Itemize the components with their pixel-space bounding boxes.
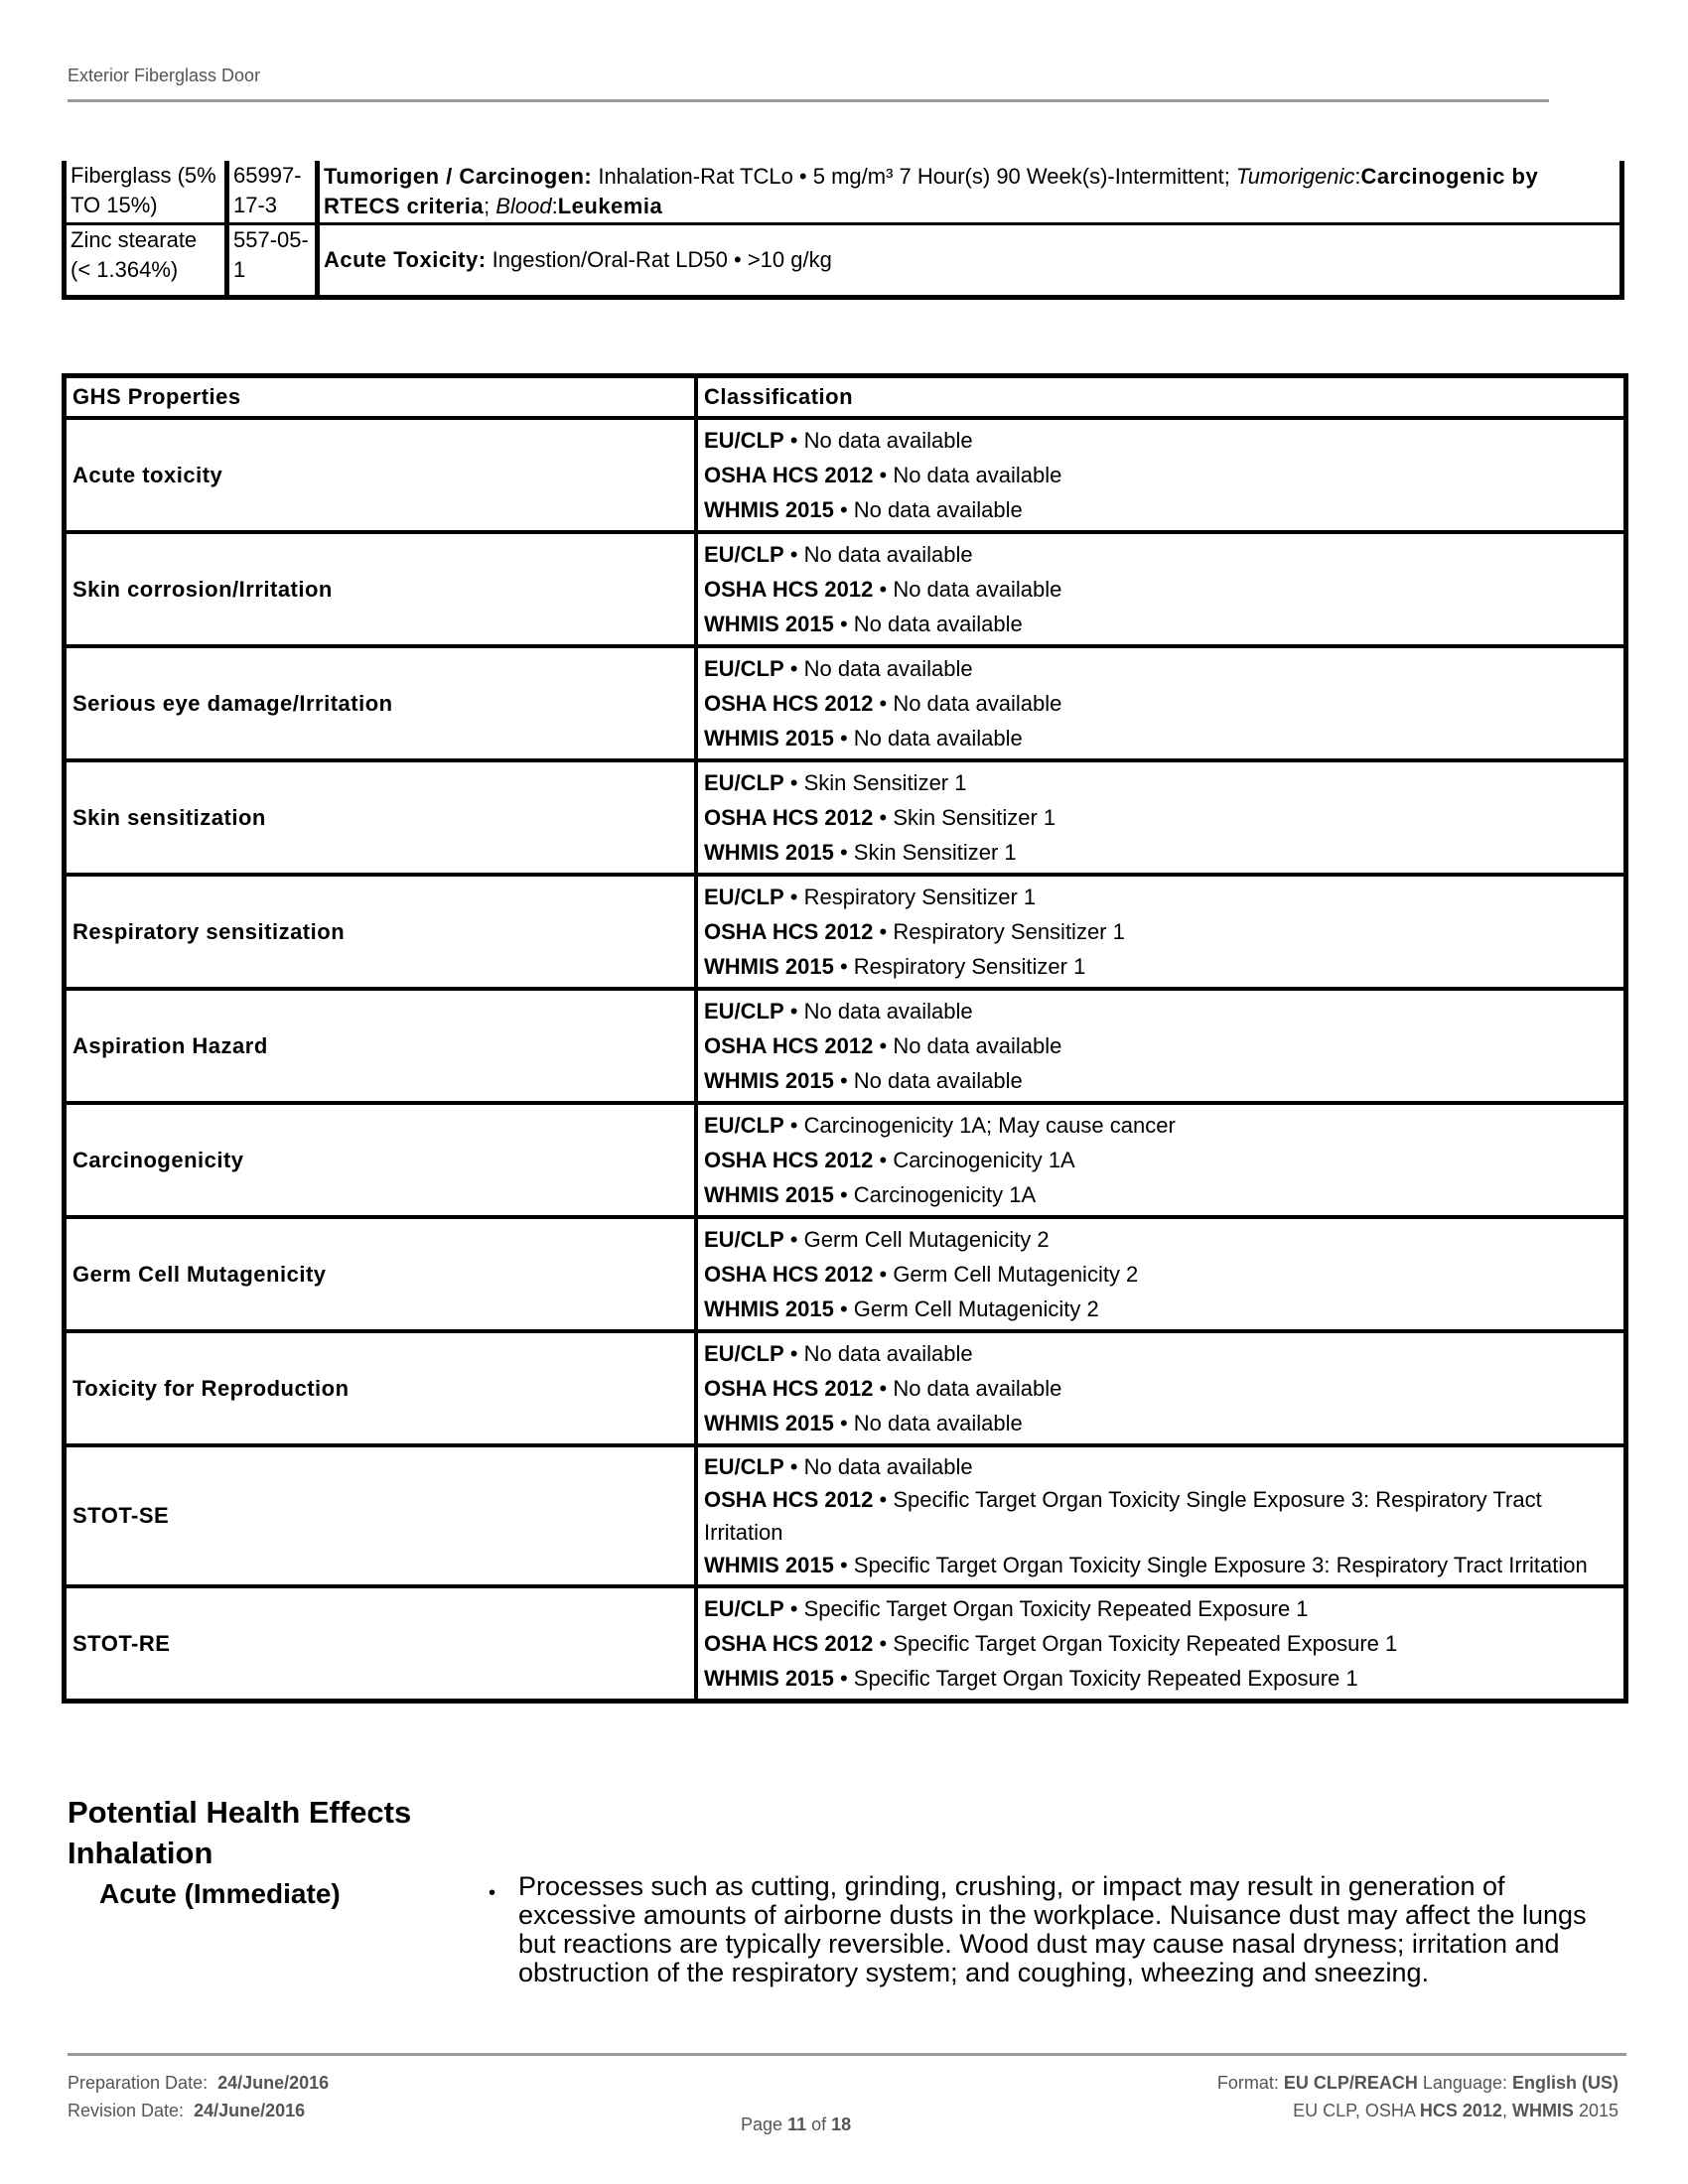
bullet-separator-icon: • bbox=[783, 885, 804, 909]
classification-value: No data available bbox=[803, 1341, 973, 1366]
ghs-classification bbox=[696, 760, 1626, 875]
regs-part: 2015 bbox=[1573, 2101, 1618, 2120]
classification-line bbox=[704, 1591, 1619, 1626]
preparation-date bbox=[68, 2073, 329, 2094]
classification-line bbox=[704, 994, 1619, 1028]
ghs-property: STOT-RE bbox=[65, 1586, 697, 1702]
ghs-property: Skin sensitization bbox=[65, 760, 697, 875]
classification-value: No data available bbox=[853, 497, 1023, 522]
section-subheading: Inhalation bbox=[68, 1836, 213, 1870]
footer-rule bbox=[68, 2053, 1626, 2056]
regulation-name: OSHA HCS 2012 bbox=[704, 577, 874, 602]
regulation-name: OSHA HCS 2012 bbox=[704, 1148, 874, 1172]
toxicity-data: Tumorigen / Carcinogen: Inhalation-Rat TCLo • 5 mg/m³ 7 Hour(s) 90 Week(s)-Intermittent; Tumorigenic:Carcinogenic by RTECS criteria; Blood:Leukemia bbox=[318, 161, 1622, 224]
bullet-separator-icon: • bbox=[833, 840, 854, 865]
bullet-separator-icon: • bbox=[783, 1341, 804, 1366]
bullet-separator-icon: • bbox=[873, 691, 894, 716]
regulation-name: WHMIS 2015 bbox=[704, 1297, 834, 1321]
revision-date-label: Revision Date: bbox=[68, 2101, 185, 2120]
classification-value: No data available bbox=[893, 691, 1062, 716]
regulation-name: EU/CLP bbox=[704, 885, 784, 909]
ghs-classification bbox=[696, 1586, 1626, 1702]
regulations-list bbox=[1293, 2101, 1618, 2121]
regulation-name: OSHA HCS 2012 bbox=[704, 919, 874, 944]
ghs-classification bbox=[696, 646, 1626, 760]
regulation-name: EU/CLP bbox=[704, 542, 784, 567]
regulation-name: EU/CLP bbox=[704, 428, 784, 453]
classification-value: Specific Target Organ Toxicity Single Exposure 3: Respiratory Tract Irritation bbox=[853, 1553, 1588, 1577]
ghs-property: Respiratory sensitization bbox=[65, 875, 697, 989]
toxicity-label: Tumorigen / Carcinogen: bbox=[324, 164, 593, 189]
ghs-property: Aspiration Hazard bbox=[65, 989, 697, 1103]
classification-line bbox=[704, 423, 1619, 458]
regulation-name: WHMIS 2015 bbox=[704, 1068, 834, 1093]
classification-line bbox=[704, 1336, 1619, 1371]
ghs-property: Acute toxicity bbox=[65, 418, 697, 532]
ingredient-name: Zinc stearate (< 1.364%) bbox=[65, 224, 227, 298]
classification-line bbox=[704, 1257, 1619, 1292]
ghs-row bbox=[65, 1331, 1626, 1445]
revision-date-value: 24/June/2016 bbox=[194, 2101, 306, 2120]
classification-value: No data available bbox=[893, 463, 1062, 487]
classification-line bbox=[704, 1549, 1619, 1581]
classification-line bbox=[704, 800, 1619, 835]
bullet-separator-icon: • bbox=[873, 1148, 894, 1172]
classification-value: Germ Cell Mutagenicity 2 bbox=[893, 1262, 1139, 1287]
ghs-classification bbox=[696, 875, 1626, 989]
classification-value: Skin Sensitizer 1 bbox=[803, 770, 967, 795]
ghs-property: Germ Cell Mutagenicity bbox=[65, 1217, 697, 1331]
composition-row bbox=[65, 161, 1622, 224]
classification-value: No data available bbox=[803, 542, 973, 567]
ghs-property: Serious eye damage/Irritation bbox=[65, 646, 697, 760]
regulation-name: WHMIS 2015 bbox=[704, 840, 834, 865]
composition-row bbox=[65, 224, 1622, 298]
toxicity-category: Tumorigenic bbox=[1236, 164, 1355, 189]
regulation-name: EU/CLP bbox=[704, 1113, 784, 1138]
ghs-row bbox=[65, 1217, 1626, 1331]
ghs-row bbox=[65, 1445, 1626, 1586]
toxicity-text: Ingestion/Oral-Rat LD50 • >10 g/kg bbox=[486, 247, 832, 272]
regulation-name: EU/CLP bbox=[704, 770, 784, 795]
bullet-separator-icon: • bbox=[833, 954, 854, 979]
regulation-name: EU/CLP bbox=[704, 1227, 784, 1252]
classification-value: Carcinogenicity 1A bbox=[893, 1148, 1075, 1172]
page-total: 18 bbox=[831, 2115, 852, 2134]
classification-value: Carcinogenicity 1A; May cause cancer bbox=[803, 1113, 1176, 1138]
regulation-name: EU/CLP bbox=[704, 1341, 784, 1366]
classification-value: Specific Target Organ Toxicity Repeated Exposure 1 bbox=[893, 1631, 1398, 1656]
ghs-classification bbox=[696, 1217, 1626, 1331]
classification-value: No data available bbox=[853, 1411, 1023, 1435]
classification-value: Specific Target Organ Toxicity Repeated Exposure 1 bbox=[853, 1666, 1358, 1691]
classification-value: No data available bbox=[893, 577, 1062, 602]
regulation-name: OSHA HCS 2012 bbox=[704, 1631, 874, 1656]
bullet-separator-icon: • bbox=[783, 770, 804, 795]
cas-number: 65997-17-3 bbox=[227, 161, 318, 224]
composition-table bbox=[62, 161, 1624, 300]
ghs-row bbox=[65, 989, 1626, 1103]
classification-value: Specific Target Organ Toxicity Single Exposure 3: Respiratory Tract Irritation bbox=[704, 1487, 1542, 1545]
language-value: English (US) bbox=[1512, 2073, 1618, 2093]
ghs-row bbox=[65, 760, 1626, 875]
classification-line bbox=[704, 914, 1619, 949]
classification-line bbox=[704, 765, 1619, 800]
classification-value: No data available bbox=[853, 726, 1023, 751]
bullet-separator-icon: • bbox=[783, 656, 804, 681]
classification-line bbox=[704, 1222, 1619, 1257]
format-value: EU CLP/REACH bbox=[1283, 2073, 1418, 2093]
classification-line bbox=[704, 721, 1619, 755]
page-number bbox=[741, 2115, 851, 2135]
ghs-row bbox=[65, 875, 1626, 989]
classification-line bbox=[704, 1661, 1619, 1696]
regulation-name: WHMIS 2015 bbox=[704, 954, 834, 979]
classification-value: No data available bbox=[853, 612, 1023, 636]
ghs-row bbox=[65, 532, 1626, 646]
language-label: Language: bbox=[1422, 2073, 1507, 2093]
page-label: Page bbox=[741, 2115, 783, 2134]
classification-header: Classification bbox=[696, 376, 1626, 419]
bullet-separator-icon: • bbox=[873, 919, 894, 944]
classification-line bbox=[704, 880, 1619, 914]
preparation-date-label: Preparation Date: bbox=[68, 2073, 209, 2093]
bullet-separator-icon: • bbox=[833, 612, 854, 636]
regulation-name: EU/CLP bbox=[704, 999, 784, 1024]
classification-line bbox=[704, 1450, 1619, 1483]
bullet-separator-icon: • bbox=[873, 463, 894, 487]
classification-line bbox=[704, 1143, 1619, 1177]
document-header-title: Exterior Fiberglass Door bbox=[68, 66, 261, 85]
effect-label: Acute (Immediate) bbox=[99, 1878, 341, 1909]
toxicity-result: Carcinogenic by RTECS criteria bbox=[324, 164, 1539, 218]
bullet-separator-icon: • bbox=[873, 1376, 894, 1401]
regulation-name: OSHA HCS 2012 bbox=[704, 691, 874, 716]
classification-value: Skin Sensitizer 1 bbox=[893, 805, 1056, 830]
regulation-name: WHMIS 2015 bbox=[704, 1666, 834, 1691]
bullet-separator-icon: • bbox=[873, 1033, 894, 1058]
toxicity-text: Inhalation-Rat TCLo • 5 mg/m³ 7 Hour(s) 90 Week(s)-Intermittent; bbox=[592, 164, 1236, 189]
bullet-separator-icon: • bbox=[833, 1553, 854, 1577]
regs-part: WHMIS bbox=[1511, 2101, 1574, 2120]
page-current: 11 bbox=[787, 2115, 807, 2134]
header-rule bbox=[68, 99, 1549, 102]
ghs-header-row bbox=[65, 376, 1626, 419]
regulation-name: EU/CLP bbox=[704, 1454, 784, 1479]
bullet-separator-icon: • bbox=[873, 1487, 894, 1512]
classification-line bbox=[704, 572, 1619, 607]
classification-value: No data available bbox=[803, 656, 973, 681]
classification-value: No data available bbox=[803, 428, 973, 453]
bullet-separator-icon: • bbox=[783, 542, 804, 567]
bullet-separator-icon: • bbox=[833, 1182, 854, 1207]
classification-line bbox=[704, 1063, 1619, 1098]
bullet-separator-icon: • bbox=[833, 1297, 854, 1321]
format-label: Format: bbox=[1216, 2073, 1279, 2093]
bullet-separator-icon: • bbox=[873, 577, 894, 602]
classification-line bbox=[704, 651, 1619, 686]
classification-line bbox=[704, 492, 1619, 527]
ghs-row bbox=[65, 646, 1626, 760]
classification-value: No data available bbox=[893, 1033, 1062, 1058]
classification-line bbox=[704, 1108, 1619, 1143]
bullet-separator-icon: • bbox=[833, 1666, 854, 1691]
classification-value: No data available bbox=[853, 1068, 1023, 1093]
regulation-name: WHMIS 2015 bbox=[704, 1411, 834, 1435]
classification-value: Germ Cell Mutagenicity 2 bbox=[803, 1227, 1050, 1252]
regs-part: HCS 2012 bbox=[1419, 2101, 1502, 2120]
bullet-separator-icon: • bbox=[783, 1454, 804, 1479]
regulation-name: OSHA HCS 2012 bbox=[704, 805, 874, 830]
classification-value: No data available bbox=[803, 999, 973, 1024]
ghs-property: STOT-SE bbox=[65, 1445, 697, 1586]
classification-value: No data available bbox=[803, 1454, 973, 1479]
regulation-name: OSHA HCS 2012 bbox=[704, 1376, 874, 1401]
ghs-property: Carcinogenicity bbox=[65, 1103, 697, 1217]
regulation-name: EU/CLP bbox=[704, 1596, 784, 1621]
regulation-name: WHMIS 2015 bbox=[704, 1182, 834, 1207]
classification-line bbox=[704, 1406, 1619, 1440]
ghs-classification bbox=[696, 1103, 1626, 1217]
classification-line bbox=[704, 1626, 1619, 1661]
classification-line bbox=[704, 607, 1619, 641]
regulation-name: EU/CLP bbox=[704, 656, 784, 681]
ghs-classification bbox=[696, 532, 1626, 646]
bullet-separator-icon: • bbox=[833, 726, 854, 751]
ghs-row bbox=[65, 1103, 1626, 1217]
classification-value: No data available bbox=[893, 1376, 1062, 1401]
bullet-separator-icon: • bbox=[873, 1262, 894, 1287]
ghs-table bbox=[62, 373, 1628, 1704]
ghs-classification bbox=[696, 1331, 1626, 1445]
classification-line bbox=[704, 537, 1619, 572]
toxicity-category-2: Blood bbox=[495, 194, 552, 218]
regulation-name: WHMIS 2015 bbox=[704, 726, 834, 751]
toxicity-result-2: Leukemia bbox=[557, 194, 663, 218]
ghs-properties-header: GHS Properties bbox=[65, 376, 697, 419]
classification-value: Respiratory Sensitizer 1 bbox=[893, 919, 1125, 944]
bullet-separator-icon: • bbox=[783, 1596, 804, 1621]
ghs-row bbox=[65, 418, 1626, 532]
toxicity-separator: ; bbox=[484, 194, 496, 218]
bullet-separator-icon: • bbox=[833, 1411, 854, 1435]
classification-line bbox=[704, 458, 1619, 492]
section-heading: Potential Health Effects bbox=[68, 1795, 412, 1830]
classification-value: Carcinogenicity 1A bbox=[853, 1182, 1037, 1207]
classification-line bbox=[704, 1177, 1619, 1212]
ghs-classification bbox=[696, 1445, 1626, 1586]
regulation-name: OSHA HCS 2012 bbox=[704, 1262, 874, 1287]
ghs-classification bbox=[696, 418, 1626, 532]
preparation-date-value: 24/June/2016 bbox=[217, 2073, 330, 2093]
regulation-name: OSHA HCS 2012 bbox=[704, 1033, 874, 1058]
classification-value: Specific Target Organ Toxicity Repeated Exposure 1 bbox=[803, 1596, 1309, 1621]
bullet-separator-icon: • bbox=[783, 428, 804, 453]
bullet-separator-icon: • bbox=[833, 1068, 854, 1093]
classification-line bbox=[704, 1483, 1619, 1549]
format-language bbox=[1217, 2073, 1618, 2094]
classification-line bbox=[704, 1292, 1619, 1326]
bullet-separator-icon: • bbox=[873, 805, 894, 830]
classification-value: Respiratory Sensitizer 1 bbox=[853, 954, 1086, 979]
regulation-name: WHMIS 2015 bbox=[704, 497, 834, 522]
revision-date bbox=[68, 2101, 305, 2121]
ghs-row bbox=[65, 1586, 1626, 1702]
cas-number: 557-05-1 bbox=[227, 224, 318, 298]
toxicity-label: Acute Toxicity: bbox=[324, 247, 487, 272]
ghs-property: Toxicity for Reproduction bbox=[65, 1331, 697, 1445]
ghs-classification bbox=[696, 989, 1626, 1103]
classification-value: Respiratory Sensitizer 1 bbox=[803, 885, 1037, 909]
classification-value: Skin Sensitizer 1 bbox=[853, 840, 1017, 865]
ghs-table-body bbox=[65, 418, 1626, 1702]
classification-line bbox=[704, 686, 1619, 721]
regulation-name: WHMIS 2015 bbox=[704, 612, 834, 636]
regulation-name: OSHA HCS 2012 bbox=[704, 463, 874, 487]
page-of: of bbox=[811, 2115, 827, 2134]
regulation-name: OSHA HCS 2012 bbox=[704, 1487, 874, 1512]
ingredient-name: Fiberglass (5% TO 15%) bbox=[65, 161, 227, 224]
classification-line bbox=[704, 835, 1619, 870]
regs-part: , bbox=[1501, 2101, 1512, 2120]
bullet-separator-icon: • bbox=[783, 1227, 804, 1252]
regulation-name: WHMIS 2015 bbox=[704, 1553, 834, 1577]
classification-line bbox=[704, 1028, 1619, 1063]
bullet-separator-icon: • bbox=[873, 1631, 894, 1656]
classification-line bbox=[704, 949, 1619, 984]
bullet-icon: • bbox=[489, 1882, 496, 1904]
bullet-separator-icon: • bbox=[783, 999, 804, 1024]
ghs-property: Skin corrosion/Irritation bbox=[65, 532, 697, 646]
classification-line bbox=[704, 1371, 1619, 1406]
bullet-separator-icon: • bbox=[833, 497, 854, 522]
regs-part: EU CLP, OSHA bbox=[1293, 2101, 1420, 2120]
bullet-separator-icon: • bbox=[783, 1113, 804, 1138]
classification-value: Germ Cell Mutagenicity 2 bbox=[853, 1297, 1099, 1321]
effect-description: Processes such as cutting, grinding, crushing, or impact may result in generation of excessive amounts of airborne dusts in the workplace. Nuisance dust may affect the lungs but reactions are typically reversible. Wood dust may cause nasal dryness; irritation and obstruction of the respiratory system; and coughing, wheezing and sneezing. bbox=[518, 1871, 1587, 1987]
toxicity-data bbox=[318, 224, 1622, 298]
